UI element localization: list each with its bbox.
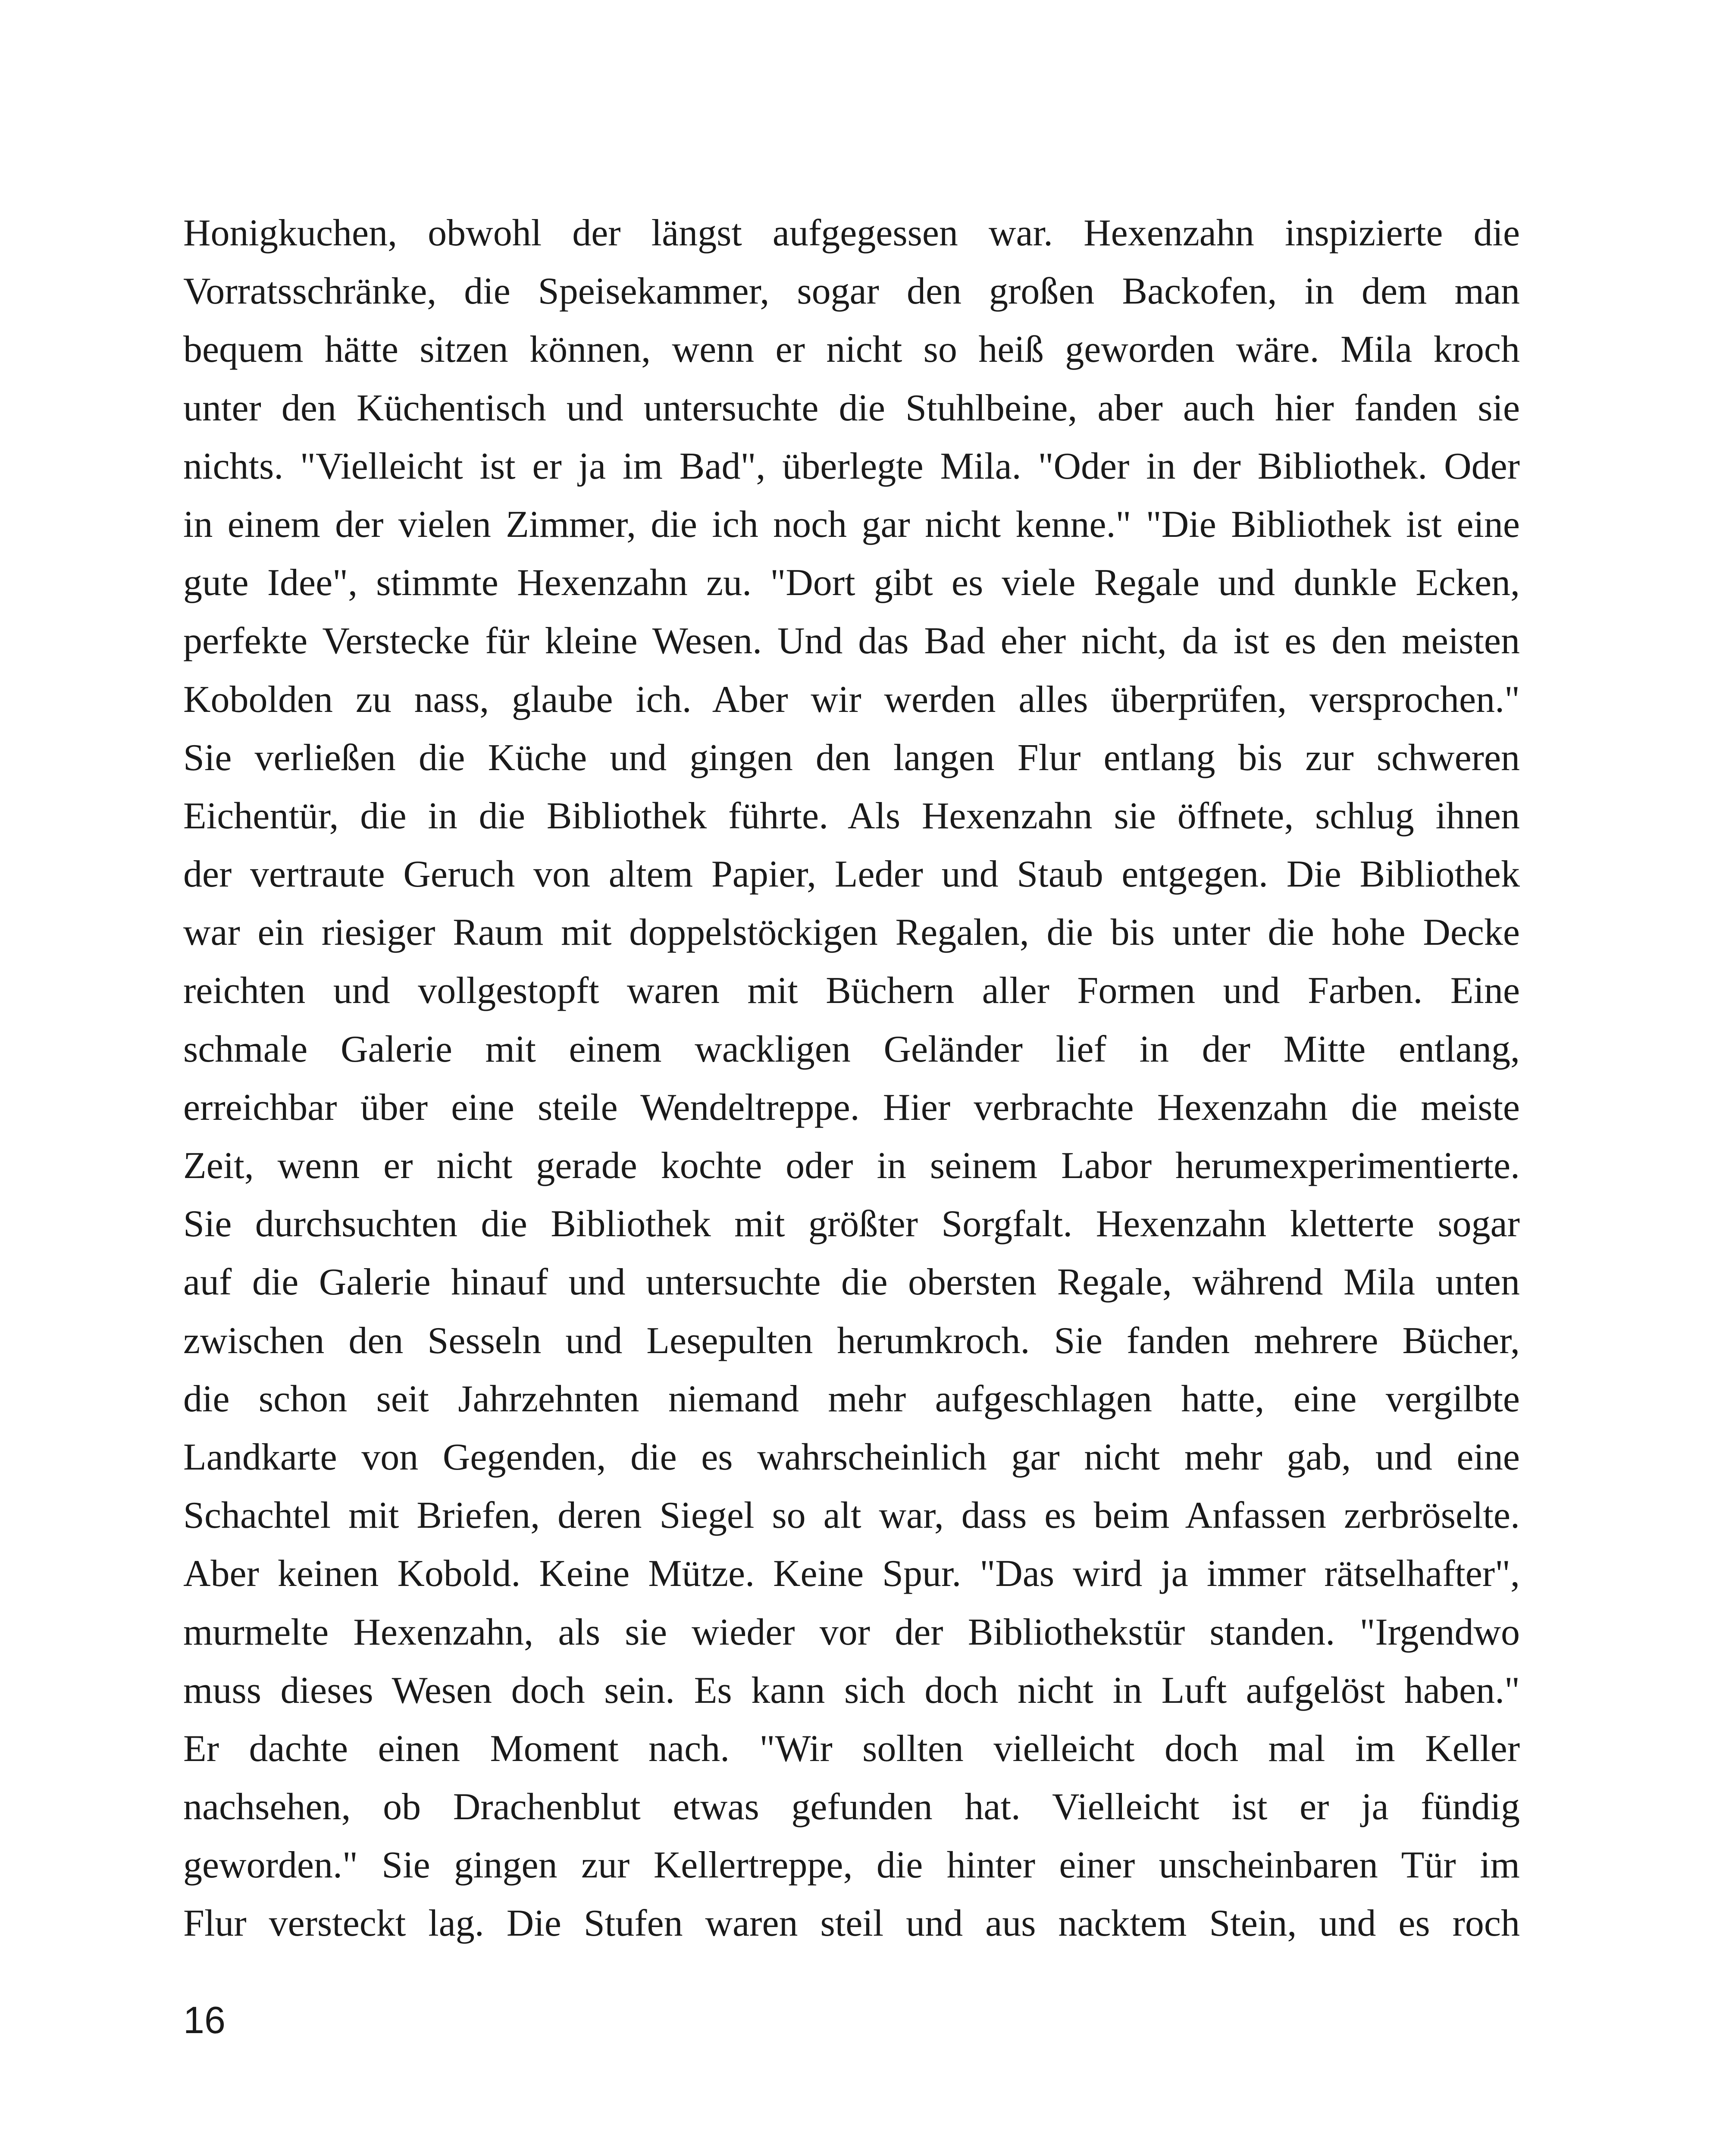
text-line: war ein riesiger Raum mit doppelstöckigen Regalen, die bis unter die hohe Decke bbox=[183, 912, 1520, 954]
text-line: unter den Küchentisch und untersuchte die Stuhlbeine, aber auch hier fanden sie bbox=[183, 387, 1520, 429]
text-line: der vertraute Geruch von altem Papier, Leder und Staub entgegen. Die Bibliothek bbox=[183, 853, 1520, 896]
text-line: perfekte Verstecke für kleine Wesen. Und das Bad eher nicht, da ist es den meisten bbox=[183, 620, 1520, 662]
text-line: die schon seit Jahrzehnten niemand mehr aufgeschlagen hatte, eine vergilbte bbox=[183, 1378, 1520, 1420]
text-line: gute Idee", stimmte Hexenzahn zu. "Dort gibt es viele Regale und dunkle Ecken, bbox=[183, 562, 1520, 604]
text-line: schmale Galerie mit einem wackligen Geländer lief in der Mitte entlang, bbox=[183, 1028, 1520, 1070]
text-line: auf die Galerie hinauf und untersuchte die obersten Regale, während Mila unten bbox=[183, 1261, 1520, 1304]
text-line: bequem hätte sitzen können, wenn er nicht so heiß geworden wäre. Mila kroch bbox=[183, 329, 1520, 371]
text-line: nichts. "Vielleicht ist er ja im Bad", überlegte Mila. "Oder in der Bibliothek. Oder bbox=[183, 445, 1520, 487]
text-line: Schachtel mit Briefen, deren Siegel so alt war, dass es beim Anfassen zerbröselte. bbox=[183, 1495, 1520, 1537]
text-line: murmelte Hexenzahn, als sie wieder vor der Bibliothekstür standen. "Irgendwo bbox=[183, 1611, 1520, 1653]
page-number: 16 bbox=[183, 1999, 226, 2041]
text-line: Aber keinen Kobold. Keine Mütze. Keine Spur. "Das wird ja immer rätselhafter", bbox=[183, 1553, 1520, 1595]
text-line: Landkarte von Gegenden, die es wahrscheinlich gar nicht mehr gab, und eine bbox=[183, 1436, 1520, 1478]
text-line: geworden." Sie gingen zur Kellertreppe, die hinter einer unscheinbaren Tür im bbox=[183, 1844, 1520, 1887]
text-line: muss dieses Wesen doch sein. Es kann sich doch nicht in Luft aufgelöst haben." bbox=[183, 1669, 1520, 1711]
text-line: Sie verließen die Küche und gingen den langen Flur entlang bis zur schweren bbox=[183, 736, 1520, 779]
text-line: Flur versteckt lag. Die Stufen waren steil und aus nacktem Stein, und es roch bbox=[183, 1902, 1520, 1945]
text-line: Kobolden zu nass, glaube ich. Aber wir werden alles überprüfen, versprochen." bbox=[183, 678, 1520, 721]
text-line: Eichentür, die in die Bibliothek führte. Als Hexenzahn sie öffnete, schlug ihnen bbox=[183, 795, 1520, 837]
text-line: in einem der vielen Zimmer, die ich noch gar nicht kenne." "Die Bibliothek ist eine bbox=[183, 503, 1520, 545]
body-text bbox=[183, 204, 1520, 1953]
text-line: Zeit, wenn er nicht gerade kochte oder in seinem Labor herumexperimentierte. bbox=[183, 1145, 1520, 1187]
text-line: zwischen den Sesseln und Lesepulten herumkroch. Sie fanden mehrere Bücher, bbox=[183, 1319, 1520, 1362]
text-line: Sie durchsuchten die Bibliothek mit größter Sorgfalt. Hexenzahn kletterte sogar bbox=[183, 1203, 1520, 1245]
text-line: Er dachte einen Moment nach. "Wir sollten vielleicht doch mal im Keller bbox=[183, 1727, 1520, 1770]
text-line: erreichbar über eine steile Wendeltreppe. Hier verbrachte Hexenzahn die meiste bbox=[183, 1086, 1520, 1128]
text-line: Vorratsschränke, die Speisekammer, sogar den großen Backofen, in dem man bbox=[183, 270, 1520, 313]
text-line: Honigkuchen, obwohl der längst aufgegessen war. Hexenzahn inspizierte die bbox=[183, 212, 1520, 254]
text-line: reichten und vollgestopft waren mit Büchern aller Formen und Farben. Eine bbox=[183, 970, 1520, 1012]
text-line: nachsehen, ob Drachenblut etwas gefunden hat. Vielleicht ist er ja fündig bbox=[183, 1786, 1520, 1828]
